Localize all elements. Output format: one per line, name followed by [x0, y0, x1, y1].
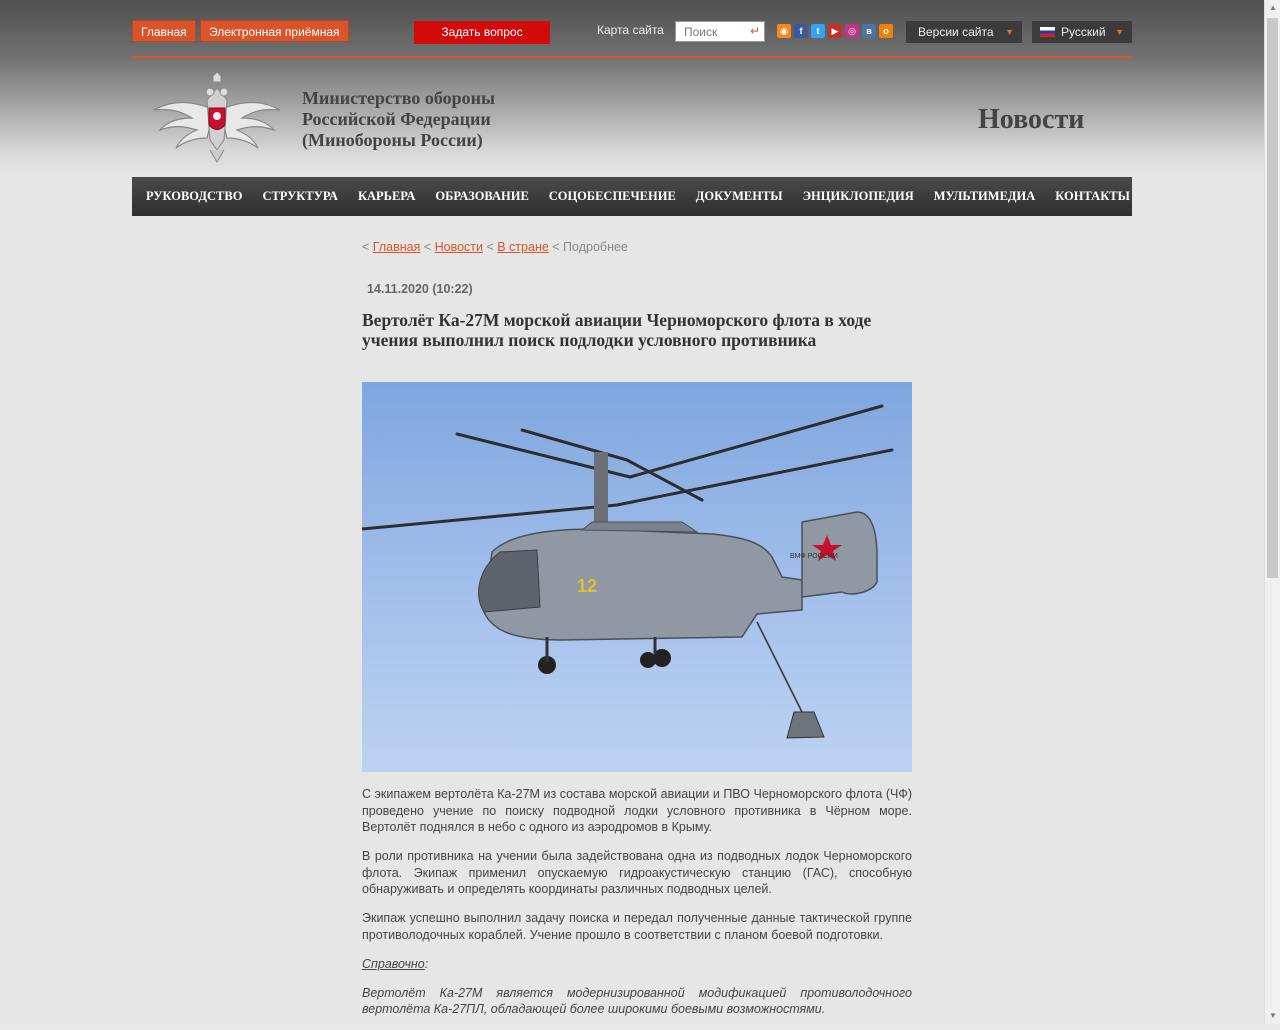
- article-photo[interactable]: [362, 382, 912, 772]
- ministry-name-line-1: Министерство обороны: [302, 88, 496, 108]
- nav-item-education[interactable]: ОБРАЗОВАНИЕ: [435, 189, 529, 203]
- vk-icon[interactable]: в: [862, 24, 876, 38]
- home-button[interactable]: Главная: [132, 20, 196, 42]
- scroll-down-arrow-icon[interactable]: ▼: [1269, 1011, 1277, 1020]
- article-paragraph: В роли противника на учении была задействована одна из подводных лодок Черноморского флота. Экипаж применил опускаемую гидроакустическую станцию (ГАС), способную обнаруживать и определять координаты различных подводных целей.: [362, 849, 912, 896]
- rotor-blade: [630, 406, 882, 477]
- odnoklassniki-icon[interactable]: о: [879, 24, 893, 38]
- helicopter-illustration: [362, 382, 912, 772]
- header-divider: [132, 56, 1132, 58]
- reference-label-row: Справочно:: [362, 956, 429, 971]
- reference-label: Справочно: [362, 956, 425, 971]
- social-icons: [777, 24, 896, 40]
- search-box: [675, 21, 765, 42]
- nav-item-multimedia[interactable]: МУЛЬТИМЕДИА: [933, 189, 1036, 203]
- nav-item-documents[interactable]: ДОКУМЕНТЫ: [695, 189, 783, 203]
- rss-icon[interactable]: ◉: [777, 24, 791, 38]
- ministry-name-line-2: Российской Федерации: [302, 109, 491, 129]
- double-headed-eagle-emblem-icon[interactable]: [152, 70, 282, 165]
- nav-item-leadership[interactable]: РУКОВОДСТВО: [146, 189, 243, 203]
- article-paragraph: С экипажем вертолёта Ка-27М из состава морской авиации и ПВО Черноморского флота (ЧФ) проведено учение по поиску подводной лодки условного противника в Чёрном море. Вертолёт поднялся в небо с одного из аэродромов в Крыму.: [362, 787, 912, 834]
- breadcrumb: < Главная < Новости < В стране < Подробнее: [362, 240, 628, 254]
- article-paragraph: Экипаж успешно выполнил задачу поиска и передал полученные данные тактической группе противолодочных кораблей. Учение прошло в соответствии с планом боевой подготовки.: [362, 911, 912, 942]
- site-versions-dropdown[interactable]: [906, 21, 1022, 43]
- search-submit-icon[interactable]: ↵: [749, 24, 760, 38]
- youtube-icon[interactable]: ▶: [828, 24, 842, 38]
- breadcrumb-home-link[interactable]: Главная: [372, 240, 421, 254]
- breadcrumb-country-link[interactable]: В стране: [497, 240, 549, 254]
- site-versions-label: Версии сайта: [918, 25, 994, 39]
- e-reception-button[interactable]: Электронная приёмная: [200, 20, 349, 42]
- scroll-up-arrow-icon[interactable]: ▲: [1269, 3, 1277, 12]
- russian-flag-icon: [1040, 27, 1055, 37]
- section-title: Новости: [978, 104, 1085, 135]
- photo-side-number: 12: [577, 576, 598, 596]
- sitemap-link[interactable]: Карта сайта: [597, 23, 664, 37]
- nav-item-encyclopedia[interactable]: ЭНЦИКЛОПЕДИЯ: [802, 189, 914, 203]
- language-label: Русский: [1061, 25, 1106, 39]
- ministry-name-line-3: (Минобороны России): [302, 130, 483, 150]
- breadcrumb-current: Подробнее: [563, 240, 628, 254]
- chevron-down-icon: ▼: [1005, 27, 1014, 37]
- rotor-blade: [362, 505, 617, 529]
- nav-item-structure[interactable]: СТРУКТУРА: [262, 189, 338, 203]
- twitter-icon[interactable]: t: [811, 24, 825, 38]
- language-dropdown[interactable]: [1032, 21, 1132, 43]
- ministry-name: [302, 88, 495, 151]
- page-scrollbar[interactable]: [1264, 0, 1280, 1024]
- main-nav: [132, 177, 1132, 216]
- article-title: Вертолёт Ка-27М морской авиации Черноморского флота в ходе учения выполнил поиск подлодки условного противника: [362, 310, 872, 350]
- search-input[interactable]: [684, 23, 748, 40]
- top-bar: [132, 20, 1132, 44]
- instagram-icon[interactable]: ◎: [845, 24, 859, 38]
- article-paragraph: Вертолёт Ка-27М является модернизированной модификацией противолодочного вертолёта Ка-27ПЛ, обладающей более широкими боевыми возможностями.: [362, 985, 912, 1016]
- chevron-down-icon: ▼: [1115, 27, 1124, 37]
- breadcrumb-news-link[interactable]: Новости: [434, 240, 483, 254]
- ask-question-button[interactable]: Задать вопрос: [414, 21, 550, 44]
- scrollbar-thumb[interactable]: [1267, 18, 1278, 578]
- article-body: [362, 786, 912, 1030]
- photo-tail-label: ВМФ РОССИИ: [790, 553, 838, 560]
- page-wrapper: [132, 0, 1132, 1024]
- nav-item-career[interactable]: КАРЬЕРА: [357, 189, 416, 203]
- article-date: 14.11.2020 (10:22): [367, 282, 473, 296]
- nav-item-social-security[interactable]: СОЦОБЕСПЕЧЕНИЕ: [548, 189, 676, 203]
- facebook-icon[interactable]: f: [794, 24, 808, 38]
- nav-item-contacts[interactable]: КОНТАКТЫ: [1055, 189, 1130, 203]
